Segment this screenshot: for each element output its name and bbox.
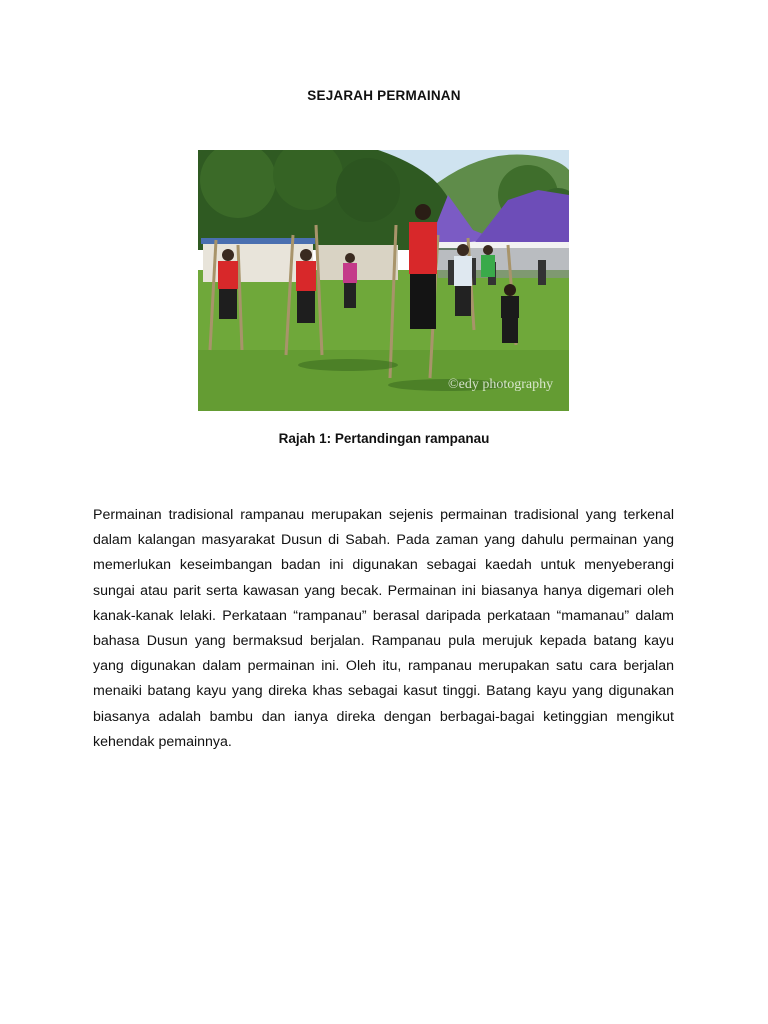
figure-caption: Rajah 1: Pertandingan rampanau: [278, 431, 490, 446]
rampanau-competition-photo: [198, 150, 569, 411]
figure-photo: [198, 150, 569, 411]
body-paragraph: Permainan tradisional rampanau merupakan sejenis permainan tradisional yang terkenal dalam kalangan masyarakat Dusun di Sabah. Pada zaman yang dahulu permainan yang memerlukan keseimbangan badan ini digunakan sebagai kaedah untuk menyeberangi sungai atau parit serta kawasan yang becak. Permainan ini biasanya hanya digemari oleh kanak-kanak lelaki. Perkataan “rampanau” berasal daripada perkataan “mamanau” dalam bahasa Dusun yang bermaksud berjalan. Rampanau pula merujuk kepada batang kayu yang digunakan dalam permainan ini. Oleh itu, rampanau merupakan satu cara berjalan menaiki batang kayu yang direka khas sebagai kasut tinggi. Batang kayu yang digunakan biasanya adalah bambu dan ianya direka dengan berbagai-bagai ketinggian mengikut kehendak pemainnya.: [93, 507, 674, 750]
page-title: SEJARAH PERMAINAN: [307, 88, 461, 103]
photo-watermark: ©edy photography: [448, 377, 554, 392]
